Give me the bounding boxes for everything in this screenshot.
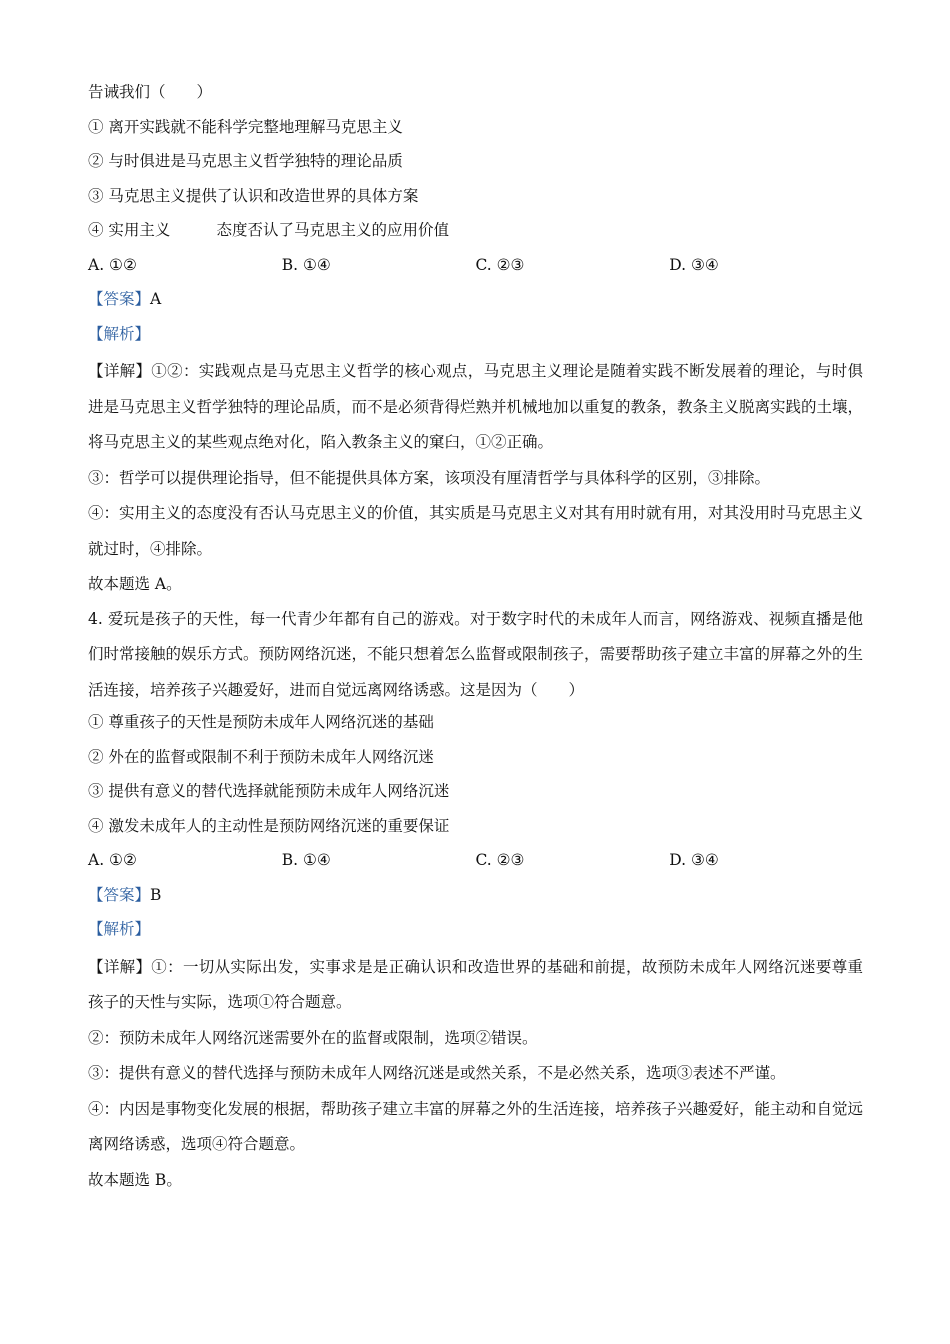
q3-analysis-tag: 【解析】	[88, 324, 151, 343]
q3-options	[88, 251, 863, 279]
q3-option-c: C. ②③	[475, 255, 525, 274]
q4-options	[88, 846, 863, 874]
q4-detail-4: ④：内因是事物变化发展的根据，帮助孩子建立丰富的屏幕之外的生活连接，培养孩子兴趣爱好，能主动和自觉远离网络诱惑，选项④符合题意。	[88, 1099, 864, 1153]
q3-option-b: B. ①④	[281, 255, 331, 274]
q3-conclusion: 故本题选 A。	[88, 575, 182, 593]
q3-answer-tag: 【答案】	[88, 290, 151, 308]
q3-detail-1	[88, 354, 863, 461]
q4-detail-3: ③：提供有意义的替代选择与预防未成年人网络沉迷是或然关系，不是必然关系，选项③表述不严谨。	[88, 1064, 786, 1082]
q4-option-b: B. ①④	[281, 851, 331, 869]
q3-stem-tail: 告诫我们（ ）	[88, 83, 213, 101]
q4-detail-1	[88, 950, 863, 1021]
q4-answer	[88, 881, 863, 909]
q3-detail-tag: 【详解】	[88, 362, 152, 380]
q3-item-1: ① 离开实践就不能科学完整地理解马克思主义	[88, 117, 403, 136]
q3-detail-4: ④：实用主义的态度没有否认马克思主义的价值，其实质是马克思主义对其有用时就有用，对其没用时马克思主义就过时，④排除。	[88, 504, 864, 558]
q4-answer-tag: 【答案】	[88, 885, 151, 904]
q4-stem: 4. 爱玩是孩子的天性，每一代青少年都有自己的游戏。对于数字时代的未成年人而言，网络游戏、视频直播是他们时常接触的娱乐方式。预防网络沉迷，不能只想着怎么监督或限制孩子，需要帮助孩子建立丰富的屏幕之外的生活连接，培养孩子兴趣爱好，进而自觉远离网络诱惑。这是因为（ ）	[88, 609, 864, 699]
q3-detail-3: ③：哲学可以提供理论指导，但不能提供具体方案，该项没有厘清哲学与具体科学的区别，③排除。	[88, 468, 771, 487]
q4-option-c: C. ②③	[475, 851, 525, 869]
q3-item-3: ③ 马克思主义提供了认识和改造世界的具体方案	[88, 186, 419, 205]
q4-item-3: ③ 提供有意义的替代选择就能预防未成年人网络沉迷	[88, 782, 450, 800]
q3-item-2: ② 与时俱进是马克思主义哲学独特的理论品质	[88, 152, 403, 170]
q4-item-4: ④ 激发未成年人的主动性是预防网络沉迷的重要保证	[88, 816, 450, 835]
q4-analysis-heading	[88, 915, 863, 943]
q4-analysis-tag: 【解析】	[88, 920, 151, 938]
q3-answer-value: A	[150, 290, 162, 308]
q3-option-a: A. ①②	[88, 255, 137, 274]
q3-option-d: D. ③④	[669, 255, 719, 274]
q4-detail-1-text: ①：一切从实际出发，实事求是是正确认识和改造世界的基础和前提，故预防未成年人网络沉迷要尊重孩子的天性与实际，选项①符合题意。	[88, 957, 863, 1011]
q3-analysis-heading	[88, 320, 863, 348]
q4-detail-2: ②：预防未成年人网络沉迷需要外在的监督或限制，选项②错误。	[88, 1028, 538, 1047]
q3-item-4-part2: 态度否认了马克思主义的应用价值	[216, 221, 449, 239]
q3-item-4	[88, 216, 863, 244]
q4-option-a: A. ①②	[88, 851, 137, 869]
q3-detail-1-text: ①②：实践观点是马克思主义哲学的核心观点，马克思主义理论是随着实践不断发展着的理论，与时俱进是马克思主义哲学独特的理论品质，而不是必须背得烂熟并机械地加以重复的教条，教条主义脱离实践的土壤，将马克思主义的某些观点绝对化，陷入教条主义的窠臼，①②正确。	[88, 362, 864, 451]
q4-option-d: D. ③④	[669, 851, 719, 869]
document-page	[88, 78, 863, 1198]
q3-item-4-part1: ④ 实用主义	[88, 221, 171, 239]
q4-conclusion: 故本题选 B。	[88, 1170, 182, 1189]
q4-detail-tag: 【详解】	[88, 957, 152, 976]
q4-answer-value: B	[150, 885, 162, 904]
q4-item-2: ② 外在的监督或限制不利于预防未成年人网络沉迷	[88, 747, 434, 766]
q3-answer	[88, 285, 863, 313]
q4-item-1: ① 尊重孩子的天性是预防未成年人网络沉迷的基础	[88, 713, 434, 731]
